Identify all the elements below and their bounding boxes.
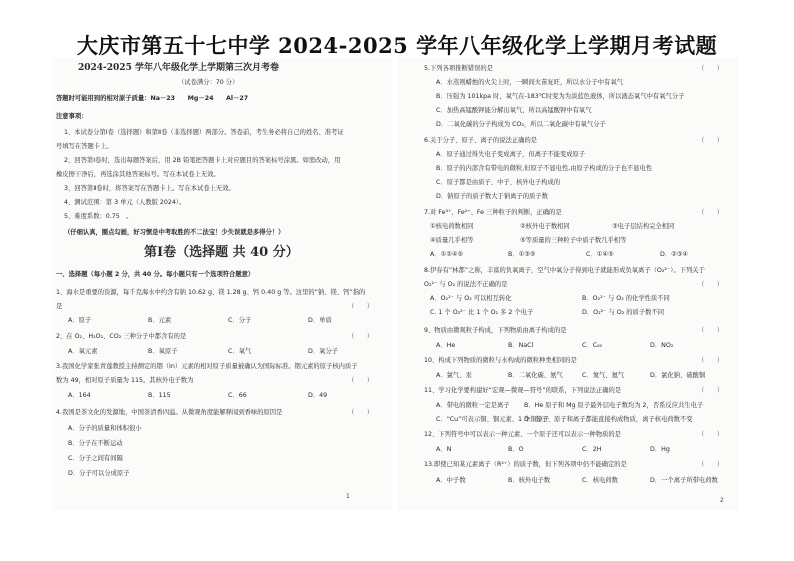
answer-paren: （ ） xyxy=(348,377,374,384)
question-4: 4.我国是茶文化的发源地，中国茶清香四溢。从微观角度能解释闻到香味的原因是 xyxy=(56,409,283,416)
option: D．分子可以分成原子 xyxy=(68,470,130,477)
option: D．氧分子 xyxy=(308,348,339,355)
option: D．钠原子的质子数大于钠离子的质子数 xyxy=(436,193,548,200)
section-title: 第Ⅰ卷（选择题 共 40 分） xyxy=(144,245,299,260)
option: D．分子、原子和离子都能直接构成物质，离子核电荷数不变 xyxy=(524,416,693,423)
option: A．水蒸则蜡烛的火尖上时，一瞬间火苗复旺，所以水分子中有氧气 xyxy=(436,79,623,86)
question-2: 2、在 O₂、H₂O₂、CO₂ 三种分子中都含有的是 xyxy=(56,333,187,340)
option: B．核外电子数 xyxy=(508,477,551,484)
answer-paren: （ ） xyxy=(698,281,724,288)
option: A．O₂²⁻ 与 O₂ 可以相互转化 xyxy=(430,295,512,302)
option: A．分子的质量和体积很小 xyxy=(68,425,142,432)
statement: ①核电荷数相同 xyxy=(430,223,474,230)
question-12: 12、下列符号中可以表示一种元素、一个原子还可以表示一种物质的是 xyxy=(424,431,621,438)
answer-paren: （ ） xyxy=(698,65,724,72)
option: D．O₂²⁻ 与 O₂ 的质子数不同 xyxy=(582,309,665,316)
option: A．氯气、汞 xyxy=(436,372,472,379)
option: A．N xyxy=(436,446,452,453)
option: D．氯化钠、硫酸铜 xyxy=(650,372,706,379)
motto: （仔细认真，圈点勾画，好习惯是中考取胜的不二法宝！少失误就是多得分！） xyxy=(64,229,285,236)
statement: ⑤等质量的三种粒子中质子数几乎相等 xyxy=(520,237,627,244)
note-line: 2、回答第Ⅰ卷时，选出每题答案后，用 2B 铅笔把答题卡上对应题目的答案标号涂黑。如需改动，用 xyxy=(64,157,341,164)
option: C．分子之间有间隔 xyxy=(68,455,123,462)
answer-paren: （ ） xyxy=(348,409,374,416)
part-heading: 一、选择题（每小题 2 分，共 40 分。每小题只有一个选项符合题意） xyxy=(56,271,255,278)
option: B．分子在不断运动 xyxy=(68,440,123,447)
note-line: 号填写在答题卡上。 xyxy=(56,143,113,150)
option: B．O xyxy=(508,446,524,453)
note-line: 1、本试卷分第Ⅰ卷（选择题）和第Ⅱ卷（非选择题）两部分。答卷前，考生务必将自己的姓名、准考证 xyxy=(64,129,344,136)
statement: ④质量几乎相等 xyxy=(430,237,474,244)
note-line: 5、难度系数：0.75 。 xyxy=(64,213,133,220)
option: D．一个离子所带电荷数 xyxy=(650,477,718,484)
document-title: 大庆市第五十七中学 2024-2025 学年八年级化学上学期月考试题 xyxy=(76,33,718,58)
question-9: 9、物质由微观粒子构成，下列物质由离子构成的是 xyxy=(424,327,567,334)
option: C．原子都是由质子、中子、核外电子构成的 xyxy=(436,179,561,186)
answer-paren: （ ） xyxy=(348,303,374,310)
option: C. 1 个 O₂²⁻ 比 1 个 O₂ 多 2 个电子 xyxy=(430,309,534,316)
question-10: 10、构成下列物质的微粒与水构成的微粒种类相同的是 xyxy=(424,357,577,364)
option: A．带电的微粒一定是离子 xyxy=(436,402,510,409)
atomic-mass-note: 答题时可能用到的相对原子质量：Na－23 Mg－24 Al－27 xyxy=(56,95,249,102)
option: C．66 xyxy=(228,392,247,399)
answer-paren: （ ） xyxy=(698,461,724,468)
option: B．压强为 101kpa 时，氧气在-183℃时变为为淡蓝色液体，所以液态氧气中有氧气分子 xyxy=(436,93,685,100)
option: C．氮气、氦气 xyxy=(582,372,625,379)
option: B．氧原子 xyxy=(148,348,178,355)
question-11: 11、学习化学要构建好“宏观—微观—符号”的联系，下列说法正确的是 xyxy=(424,387,622,394)
question-8: O₂²⁻ 与 O₂ 的说法不正确的是 xyxy=(424,281,508,288)
option: D．49 xyxy=(308,392,328,399)
full-score: （试卷满分：70 分） xyxy=(178,79,239,86)
option: B．元素 xyxy=(148,317,172,324)
question-3: 数为 49，相对原子质量为 115。其核外电子数为 xyxy=(56,377,194,384)
note-line: 3、回答第Ⅱ卷时，将答案写在答题卡上。写在本试卷上无效。 xyxy=(64,185,235,192)
option: B．二氧化碳、氨气 xyxy=(508,372,563,379)
page-number: 2 xyxy=(720,497,724,504)
option: B．He 原子和 Mg 原子最外层电子数均为 2，否系反应共生电子 xyxy=(524,402,704,409)
note-line: 橡皮擦干净后，再选涂其他答案标号。写在本试卷上无效。 xyxy=(56,171,220,178)
answer-paren: （ ） xyxy=(698,431,724,438)
option: B．O₂²⁻ 与 O₂ 的化学性质不同 xyxy=(582,295,670,302)
answer-paren: （ ） xyxy=(698,387,724,394)
option: C．①④⑤ xyxy=(586,251,614,258)
option: C．2H xyxy=(582,446,602,453)
option: C．核电荷数 xyxy=(582,477,618,484)
statement: ②核外电子数相同 xyxy=(520,223,570,230)
question-6: 6.关于分子、原子、离子的说法正确的是 xyxy=(424,137,538,144)
option: B．原子的内部含有带电的微粒,但原子不显电性,由原子构成的分子也不显电性 xyxy=(436,165,653,172)
question-8: 8.伊春有“林都”之称，丰富的负氧离子，空气中氧分子得到电子就能形成负氧离子（O₂²⁻）。下列关于 xyxy=(424,267,705,274)
option: D．Hg xyxy=(650,446,670,453)
option: B．115 xyxy=(148,392,171,399)
question-3: 3.我国化学家张青莲教授主持测定的铟（In）元素的相对原子质量被确认为国际标准。铟元素的原子核内质子 xyxy=(56,363,358,370)
answer-paren: （ ） xyxy=(348,333,374,340)
answer-paren: （ ） xyxy=(698,357,724,364)
page-number: 1 xyxy=(346,493,350,500)
option: A．原子通过得失电子变成离子，但离子不能变成原子 xyxy=(436,151,586,158)
exam-page-1 xyxy=(52,58,392,510)
option: D．二氧化碳的分子构成为 CO₂，所以二氧化碳中有氧气分子 xyxy=(436,121,606,128)
answer-paren: （ ） xyxy=(698,327,724,334)
question-5: 5.下列各项推断错误的是 xyxy=(424,65,493,72)
question-7: 7.对 Fe³⁺、Fe²⁺、Fe 三种粒子的判断，正确的是 xyxy=(424,209,562,216)
option: C．C₆₀ xyxy=(582,342,603,349)
option: A．氧元素 xyxy=(68,348,98,355)
notes-heading: 注意事项： xyxy=(56,113,88,120)
paper-title: 2024-2025 学年八年级化学上学期第三次月考卷 xyxy=(78,63,279,73)
answer-paren: （ ） xyxy=(698,137,724,144)
option: A．He xyxy=(436,342,456,349)
option: C．“Cu”可表示铜、铜元素、1 个铜原子 xyxy=(436,416,550,423)
question-1: 是 xyxy=(56,303,63,310)
option: A．164 xyxy=(68,392,91,399)
option: A．中子数 xyxy=(436,477,466,484)
note-line: 4、测试范围：第 3 单元（人教版 2024）。 xyxy=(64,199,186,206)
option: B．①③⑤ xyxy=(508,251,536,258)
option: D．NO₂ xyxy=(650,342,674,349)
option: C．氧气 xyxy=(228,348,252,355)
option: B．NaCl xyxy=(508,342,534,349)
answer-paren: （ ） xyxy=(698,209,724,216)
option: C．加热高锰酸钾能分解出氧气，所以高锰酸钾中有氧气 xyxy=(436,107,592,114)
exam-page-2 xyxy=(398,58,738,510)
option: A．①②④⑤ xyxy=(430,251,464,258)
statement: ③电子层结构完全相同 xyxy=(612,223,675,230)
question-1: 1、海水是重要的资源，每千克海水中约含有钠 10.62 g、镁 1.28 g、钙 0.40 g 等。这里的“钠、镁、钙”指的 xyxy=(56,289,366,296)
question-13: 13.即使已知某元素离子（R²⁺）的质子数，但下列各项中仍不能确定的是 xyxy=(424,461,627,468)
option: A．原子 xyxy=(68,317,92,324)
option: D．②③④ xyxy=(660,251,689,258)
option: D．单质 xyxy=(308,317,332,324)
option: C．分子 xyxy=(228,317,252,324)
